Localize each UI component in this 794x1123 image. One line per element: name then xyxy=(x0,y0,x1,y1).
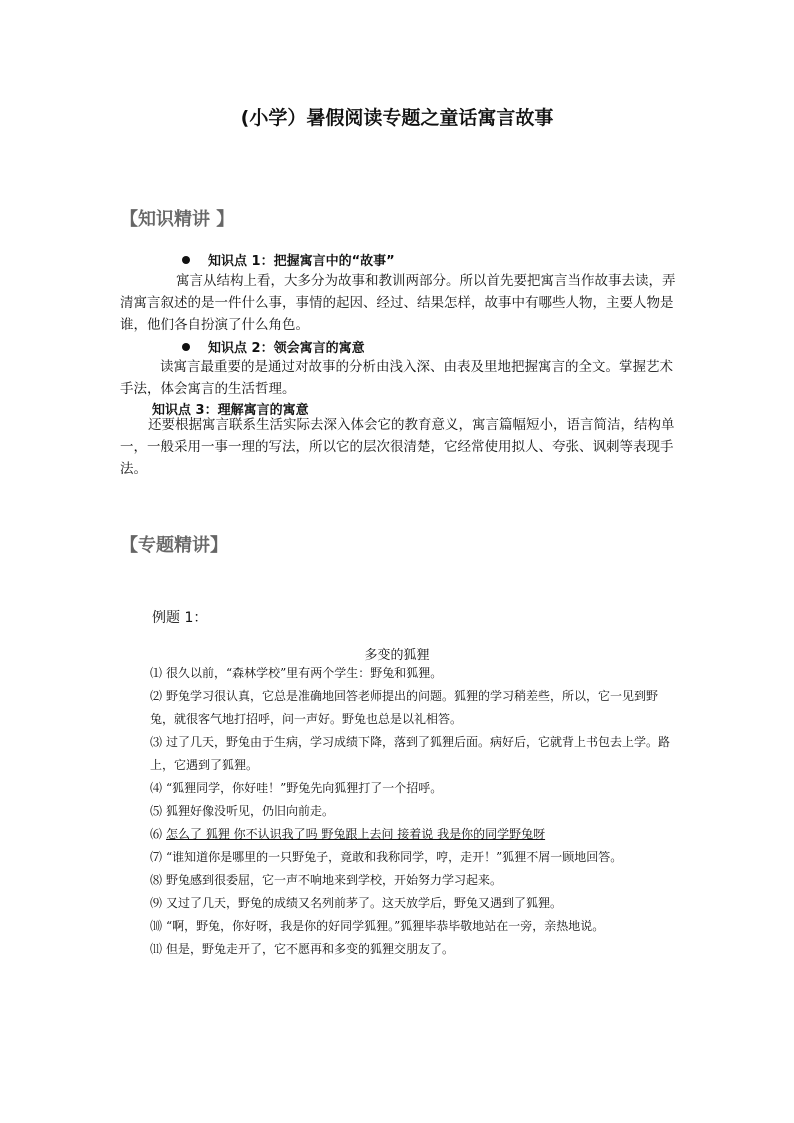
page-title: (小学）暑假阅读专题之童话寓言故事 xyxy=(240,107,554,129)
story-paragraph: ⑶ 过了几天，野兔由于生病，学习成绩下降，落到了狐狸后面。病好后，它就背上书包去上学。路上，它遇到了狐狸。 xyxy=(150,735,671,772)
story-paragraph: ⑸ 狐狸好像没听见，仍旧向前走。 xyxy=(150,804,335,818)
story-paragraph: ⑺ “谁知道你是哪里的一只野兔子，竟敢和我称同学，哼，走开！”狐狸不屑一顾地回答。 xyxy=(150,850,623,864)
story-title: 多变的狐狸 xyxy=(364,648,430,663)
story-paragraph: ⑴ 很久以前，“森林学校”里有两个学生：野兔和狐狸。 xyxy=(150,666,443,680)
punctuation-exercise: 怎么了 狐狸 你不认识我了吗 野兔跟上去问 接着说 我是你的同学野兔呀 xyxy=(166,827,546,841)
story-paragraph: ⑷ “狐狸同学，你好哇！”野兔先向狐狸打了一个招呼。 xyxy=(150,781,443,795)
knowledge-point-2-text: 读寓言最重要的是通过对故事的分析由浅入深、由表及里地把握寓言的全文。掌握艺术手法，体会寓言的生活哲理。 xyxy=(120,359,673,397)
knowledge-point-1-heading xyxy=(182,250,395,269)
knowledge-point-3-text: 还要根据寓言联系生活实际去深入体会它的教育意义，寓言篇幅短小，语言简洁，结构单一，一般采用一事一理的写法，所以它的层次很清楚，它经常使用拟人、夸张、讽刺等表现手法。 xyxy=(120,417,675,477)
story-paragraph: ⑽ “啊，野兔，你好呀，我是你的好同学狐狸。”狐狸毕恭毕敬地站在一旁，亲热地说。 xyxy=(150,919,605,933)
bullet-icon xyxy=(182,256,190,264)
example-label: 例题 1： xyxy=(152,610,208,626)
knowledge-point-2-heading xyxy=(182,337,365,356)
story-body xyxy=(120,662,680,961)
story-paragraph: ⑾ 但是，野兔走开了，它不愿再和多变的狐狸交朋友了。 xyxy=(150,942,455,956)
knowledge-point-label: 知识点 1：把握寓言中的“故事” xyxy=(208,254,395,269)
story-paragraph-underlined: ⑹ 怎么了 狐狸 你不认识我了吗 野兔跟上去问 接着说 我是你的同学野兔呀 xyxy=(150,827,546,841)
story-paragraph: ⑵ 野兔学习很认真，它总是准确地回答老师提出的问题。狐狸的学习稍差些，所以，它一见到野兔，就很客气地打招呼，问一声好。野兔也总是以礼相答。 xyxy=(150,689,659,726)
knowledge-point-label: 知识点 2：领会寓言的寓意 xyxy=(208,341,365,356)
story-paragraph: ⑼ 又过了几天，野兔的成绩又名列前茅了。这天放学后，野兔又遇到了狐狸。 xyxy=(150,896,563,910)
section-heading-knowledge: 【知识精讲 】 xyxy=(120,209,235,230)
bullet-icon xyxy=(182,343,190,351)
knowledge-point-label: 知识点 3：理解寓言的寓意 xyxy=(152,403,309,418)
section-heading-topic: 【专题精讲】 xyxy=(120,535,228,556)
story-paragraph: ⑻ 野兔感到很委屈，它一声不响地来到学校，开始努力学习起来。 xyxy=(150,873,503,887)
knowledge-point-1-text: 寓言从结构上看，大多分为故事和教训两部分。所以首先要把寓言当作故事去读，弄清寓言叙述的是一件什么事，事情的起因、经过、结果怎样，故事中有哪些人物，主要人物是谁，他们各自扮演了什么角色。 xyxy=(120,273,676,333)
